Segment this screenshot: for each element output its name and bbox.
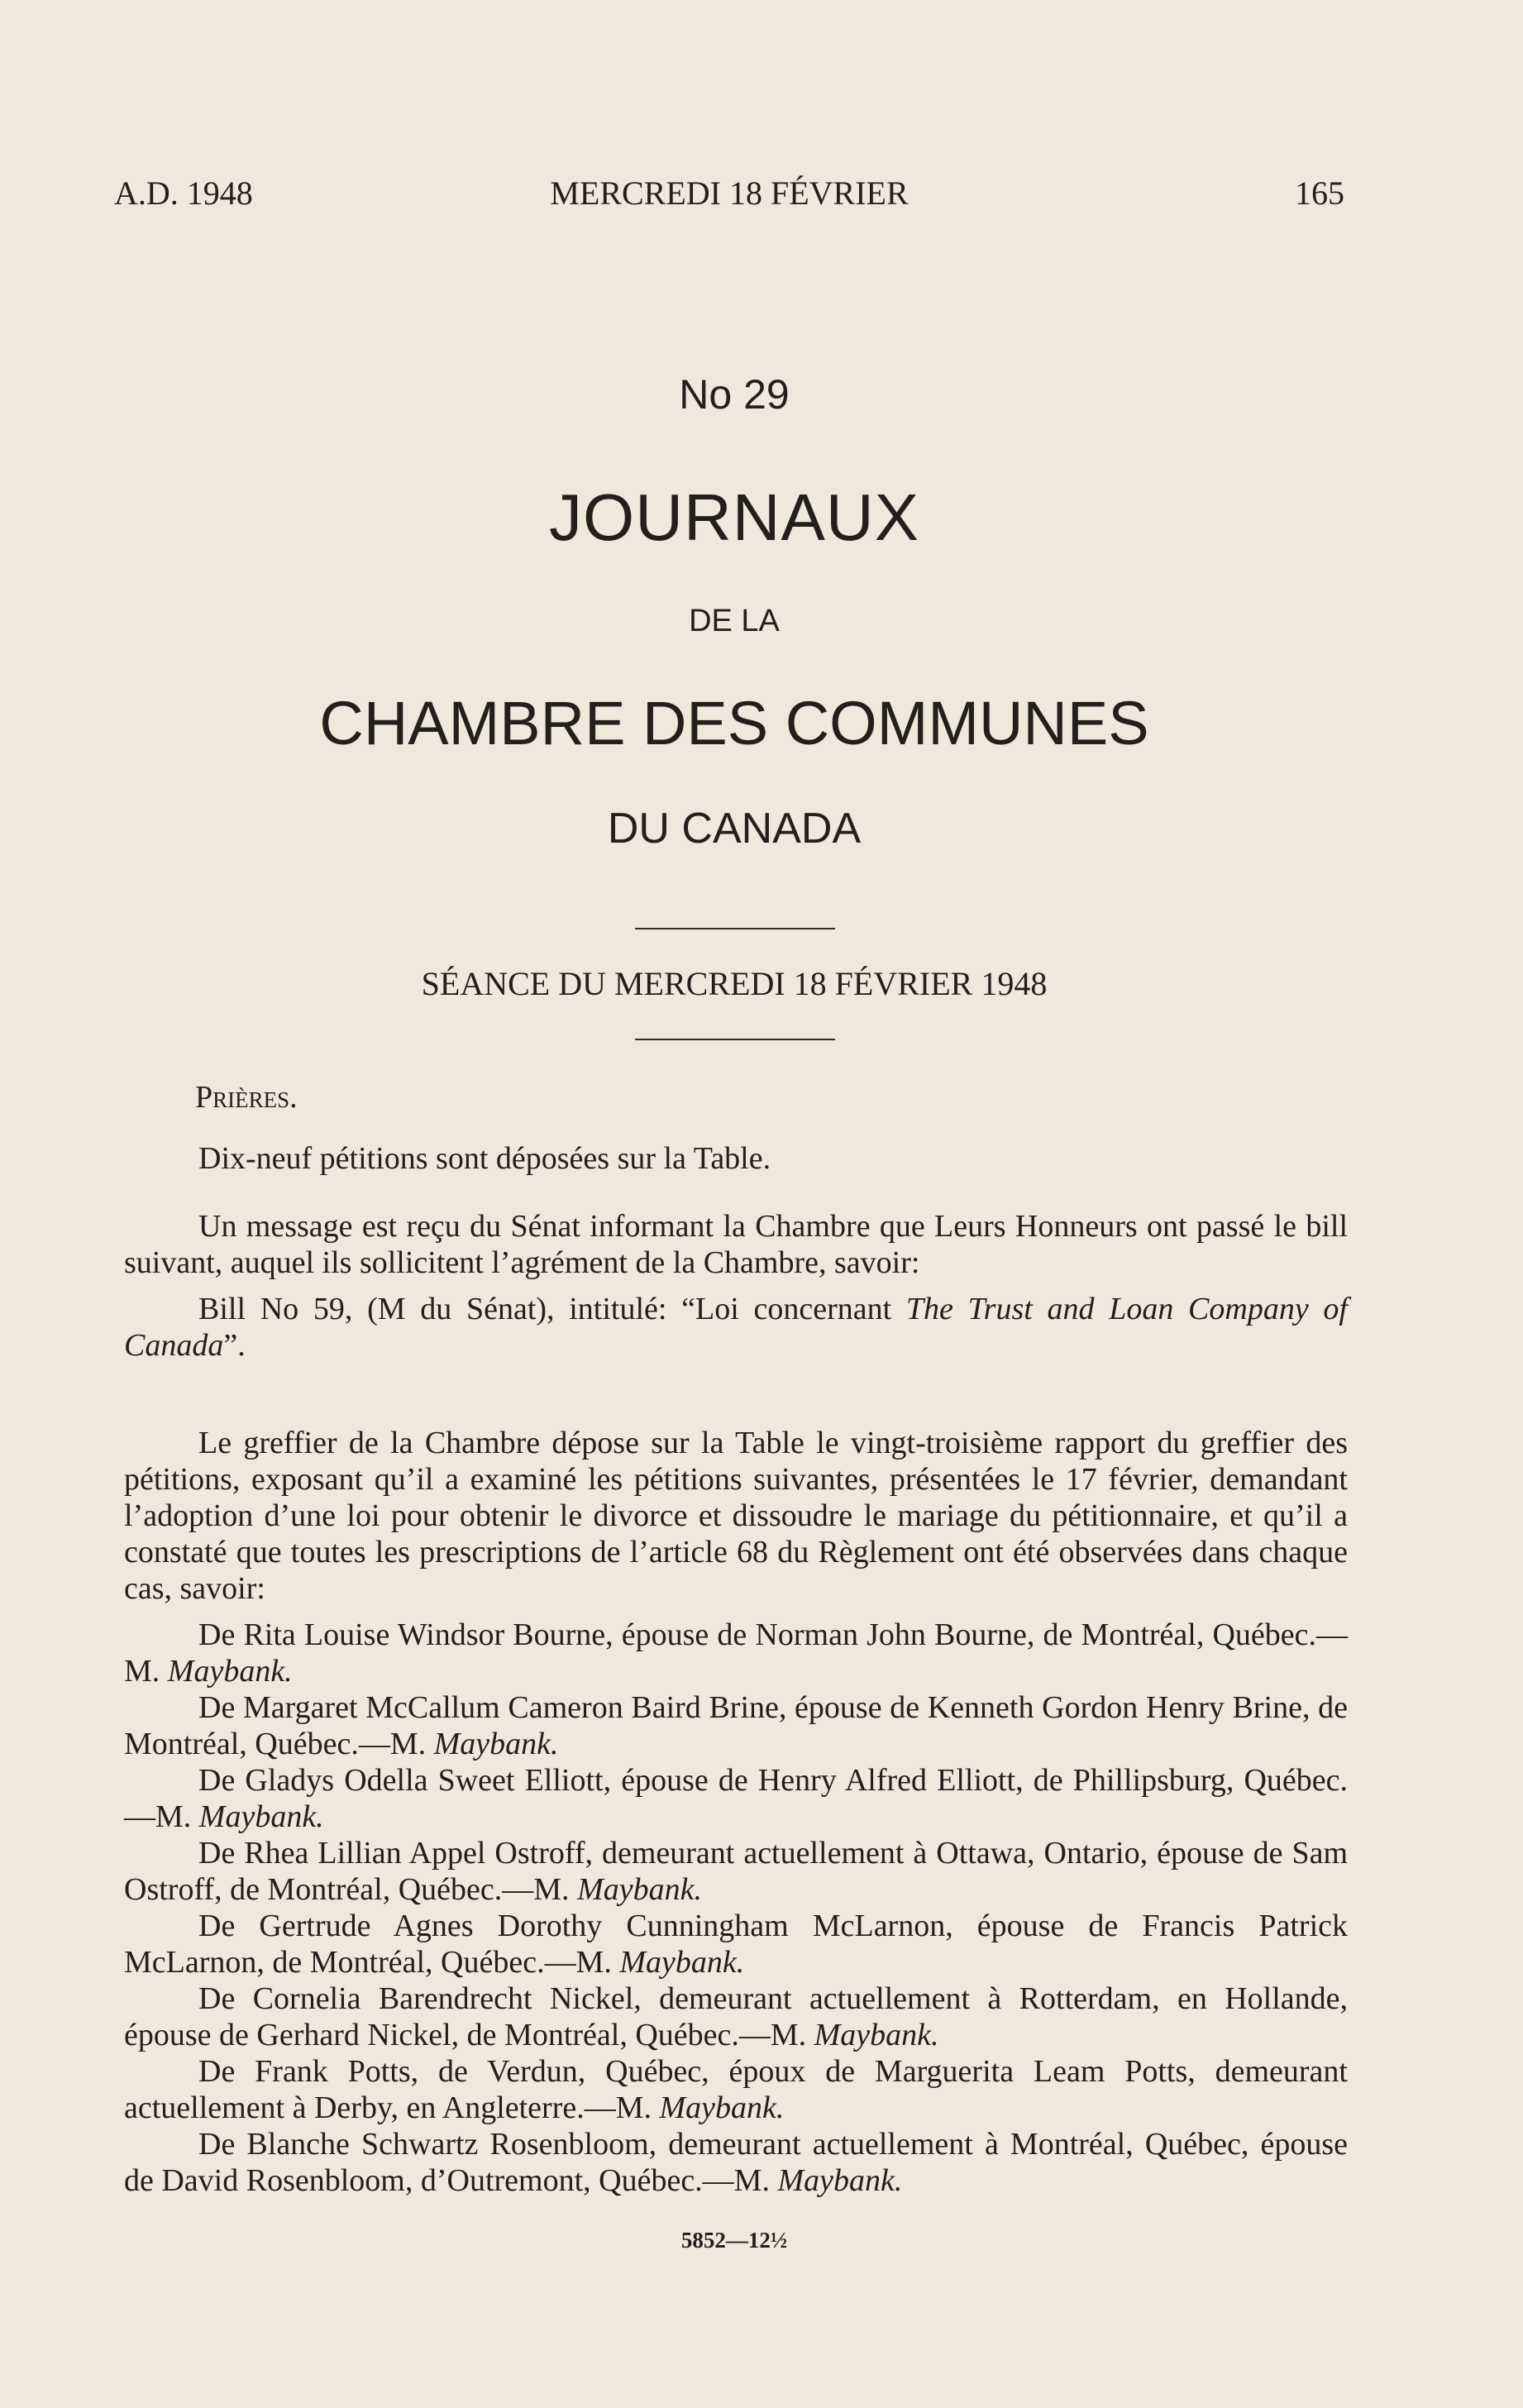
sponsor-name: Maybank. (433, 1727, 559, 1761)
issue-number: No 29 (679, 371, 790, 418)
page-number: 165 (1295, 174, 1344, 212)
prayers-heading: Prières. (195, 1080, 298, 1115)
divider-bottom (635, 1039, 835, 1040)
running-header (114, 174, 1344, 220)
petition-item: De Gertrude Agnes Dorothy Cunningham McLarnon, épouse de Francis Patrick McLarnon, de Montréal, Québec.—M. Maybank. (124, 1909, 1348, 1980)
header-date: MERCREDI 18 FÉVRIER (550, 174, 909, 212)
divider-top (635, 928, 835, 929)
sponsor-name: Maybank. (619, 1945, 745, 1980)
petition-item: De Blanche Schwartz Rosenbloom, demeurant actuellement à Montréal, Québec, épouse de David Rosenbloom, d’Outremont, Québec.—M. Maybank. (124, 2127, 1348, 2198)
petition-item: De Gladys Odella Sweet Elliott, épouse de Henry Alfred Elliott, de Phillipsburg, Québec.—M. Maybank. (124, 1763, 1348, 1834)
country-title: DU CANADA (607, 805, 862, 853)
bill-text: Bill No 59, (M du Sénat), intitulé: “Loi concernant (198, 1292, 906, 1326)
petition-item: De Cornelia Barendrecht Nickel, demeurant actuellement à Rotterdam, en Hollande, épouse de Gerhard Nickel, de Montréal, Québec.—M. Maybank. (124, 1981, 1348, 2052)
petitions-paragraph: Dix-neuf pétitions sont déposées sur la Table. (198, 1141, 771, 1176)
journal-body (124, 1079, 1348, 2199)
sponsor-name: Maybank. (167, 1654, 293, 1689)
sponsor-name: Maybank. (777, 2163, 903, 2198)
clerk-report-paragraph: Le greffier de la Chambre dépose sur la Table le vingt-troisième rapport du greffier des pétitions, exposant qu’il a examiné les pétitions suivantes, présentées le 17 février, demandant l’adoption d’une loi pour obtenir le divorce et dissoudre le mariage du pétitionnaire, et qu’il a constaté que toutes les prescriptions de l’article 68 du Règlement ont été observées dans chaque cas, savoir: (124, 1426, 1348, 1606)
sponsor-name: Maybank. (659, 2090, 785, 2125)
sponsor-name: Maybank. (577, 1872, 702, 1907)
bill-paragraph (124, 1291, 1348, 1364)
petition-item: De Rita Louise Windsor Bourne, épouse de Norman John Bourne, de Montréal, Québec.—M. Maybank. (124, 1617, 1348, 1689)
senate-message-paragraph: Un message est reçu du Sénat informant la Chambre que Leurs Honneurs ont passé le bill suivant, auquel ils sollicitent l’agrément de la Chambre, savoir: (124, 1209, 1348, 1280)
petition-item: De Rhea Lillian Appel Ostroff, demeurant actuellement à Ottawa, Ontario, épouse de Sam Ostroff, de Montréal, Québec.—M. Maybank. (124, 1836, 1348, 1907)
journal-title: JOURNAUX (548, 480, 920, 554)
header-year: A.D. 1948 (114, 174, 253, 212)
chamber-title: CHAMBRE DES COMMUNES (319, 689, 1149, 757)
printer-signature: 5852—12½ (680, 2228, 788, 2253)
sponsor-name: Maybank. (198, 1799, 324, 1834)
sponsor-name: Maybank. (814, 2018, 939, 2052)
petition-item: De Margaret McCallum Cameron Baird Brine, épouse de Kenneth Gordon Henry Brine, de Montréal, Québec.—M. Maybank. (124, 1690, 1348, 1761)
petition-item: De Frank Potts, de Verdun, Québec, époux de Marguerita Leam Potts, demeurant actuellement à Derby, en Angleterre.—M. Maybank. (124, 2054, 1348, 2125)
title-connector: DE LA (689, 604, 780, 638)
sitting-heading: SÉANCE DU MERCREDI 18 FÉVRIER 1948 (421, 965, 1048, 1002)
bill-title: The Trust and Loan Company of Canada (124, 1292, 1348, 1363)
bill-suffix: ”. (223, 1328, 246, 1363)
